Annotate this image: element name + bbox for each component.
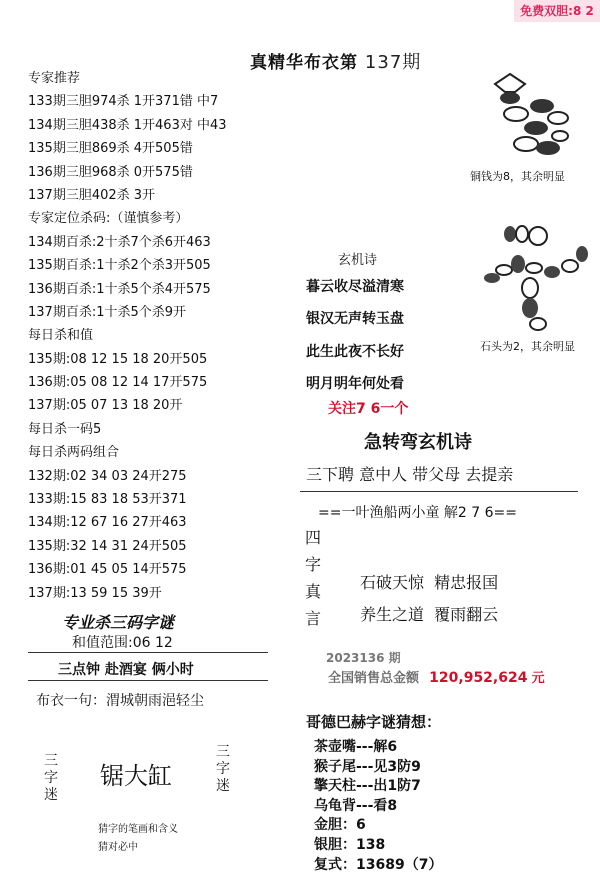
list-item: 135期:08 12 15 18 20开505 [28,351,208,367]
four-char-row-2: 养生之道 覆雨翻云 [360,605,499,624]
char: 四 [304,528,321,547]
sales-unit: 元 [531,671,545,686]
sales-row [328,667,545,686]
stone-caption: 石头为2，其余明显 [480,340,575,353]
godel-title: 哥德巴赫字谜猜想： [306,713,442,731]
list-item: 134期:12 67 16 27开463 [28,515,187,531]
list-item: 乌龟背---看8 [314,797,398,814]
godel-list [314,738,574,875]
buyi-line: 布衣一句：渭城朝雨浥轻尘 [36,693,204,709]
poem-line: 此生此夜不长好 [306,344,404,360]
char: 言 [304,609,321,628]
list-item: 134期百杀:2十杀7个杀6开463 [28,234,211,250]
free-double-badge: 免费双胆:8 2 [514,0,600,22]
coin-figure-illustration [470,66,580,166]
turn-line: 三下聘 意中人 带父母 去提亲 [306,465,514,484]
list-item: 专家定位杀码:（谨慎参考） [28,211,189,227]
list-item: 136期:05 08 12 14 17开575 [28,375,208,391]
hint-1: 猜字的笔画和含义 [98,824,178,835]
char: 字 [44,770,58,786]
sales-amount: 120,952,624 [429,670,528,686]
list-item: 137期三胆402杀 3开 [28,187,156,203]
pro-kill-title: 专业杀三码字谜 [62,613,175,632]
char: 迷 [216,778,230,794]
list-item: 135期三胆869杀 4开505错 [28,141,193,157]
char: 三 [216,744,230,760]
poem-title: 玄机诗 [338,253,378,268]
list-item: 擎天柱---出1防7 [314,778,421,795]
list-item: 每日杀一码5 [28,421,102,437]
list-item: 136期三胆968杀 0开575错 [28,164,193,180]
coin-caption: 铜钱为8，其余明显 [470,170,565,183]
list-item: 每日杀和值 [28,328,94,344]
stone-figure-illustration [478,220,593,335]
char: 字 [216,761,230,777]
list-item: 132期:02 34 03 24开275 [28,468,187,484]
poem-line: 明月明年何处看 [306,376,404,392]
poem-line: 暮云收尽溢清寒 [306,279,404,295]
char: 迷 [44,787,58,803]
char: 字 [304,555,321,574]
sum-range: 和值范围:06 12 [72,635,173,651]
riddle-line: 三点钟 赴酒宴 俩小时 [58,662,194,678]
fish-line: ==一叶渔船两小童 解2 7 6== [318,505,517,521]
list-item: 136期:01 45 05 14开575 [28,562,187,578]
sanzi-left [42,753,60,804]
focus-note: 关注7 6一个 [328,401,409,417]
title-text: 真精华布衣第 [250,53,358,73]
list-item: 专家推荐 [28,71,81,86]
list-item: 金胆：6 [314,817,366,834]
char: 三 [44,753,58,769]
big-riddle: 锯大缸 [100,762,172,790]
list-item: 137期百杀:1十杀5个杀9开 [28,304,187,320]
list-item: 茶壶嘴---解6 [314,739,398,755]
sanzi-right [214,744,232,795]
list-item: 猴子尾---见3防9 [314,758,421,775]
char: 真 [304,582,321,601]
list-item: 每日杀两码组合 [28,445,120,461]
list-item: 复式：13689（7） [314,856,443,873]
sales-label: 全国销售总金额 [328,671,420,686]
list-item: 137期:13 59 15 39开 [28,585,162,601]
list-item: 133期三胆974杀 1开371错 中7 [28,94,219,110]
list-item: 136期百杀:1十杀5个杀4开575 [28,281,211,297]
list-item: 134期三胆438杀 1开463对 中43 [28,117,227,133]
title-period: 137期 [364,52,422,73]
list-item: 135期百杀:1十杀2个杀3开505 [28,258,211,274]
list-item: 133期:15 83 18 53开371 [28,492,187,508]
four-char-label [304,524,322,632]
hint-2: 猜对必中 [98,842,138,853]
list-item: 135期:32 14 31 24开505 [28,538,187,554]
divider [300,491,578,492]
turn-title: 急转弯玄机诗 [364,432,472,453]
divider [28,680,268,681]
divider [28,652,268,653]
list-item: 银胆：138 [314,836,386,853]
list-item: 137期:05 07 13 18 20开 [28,398,183,414]
four-char-row-1: 石破天惊 精忠报国 [360,573,499,592]
poem-line: 银汉无声转玉盘 [306,311,404,327]
sales-period: 2023136 期 [326,651,401,665]
expert-list [28,67,288,605]
